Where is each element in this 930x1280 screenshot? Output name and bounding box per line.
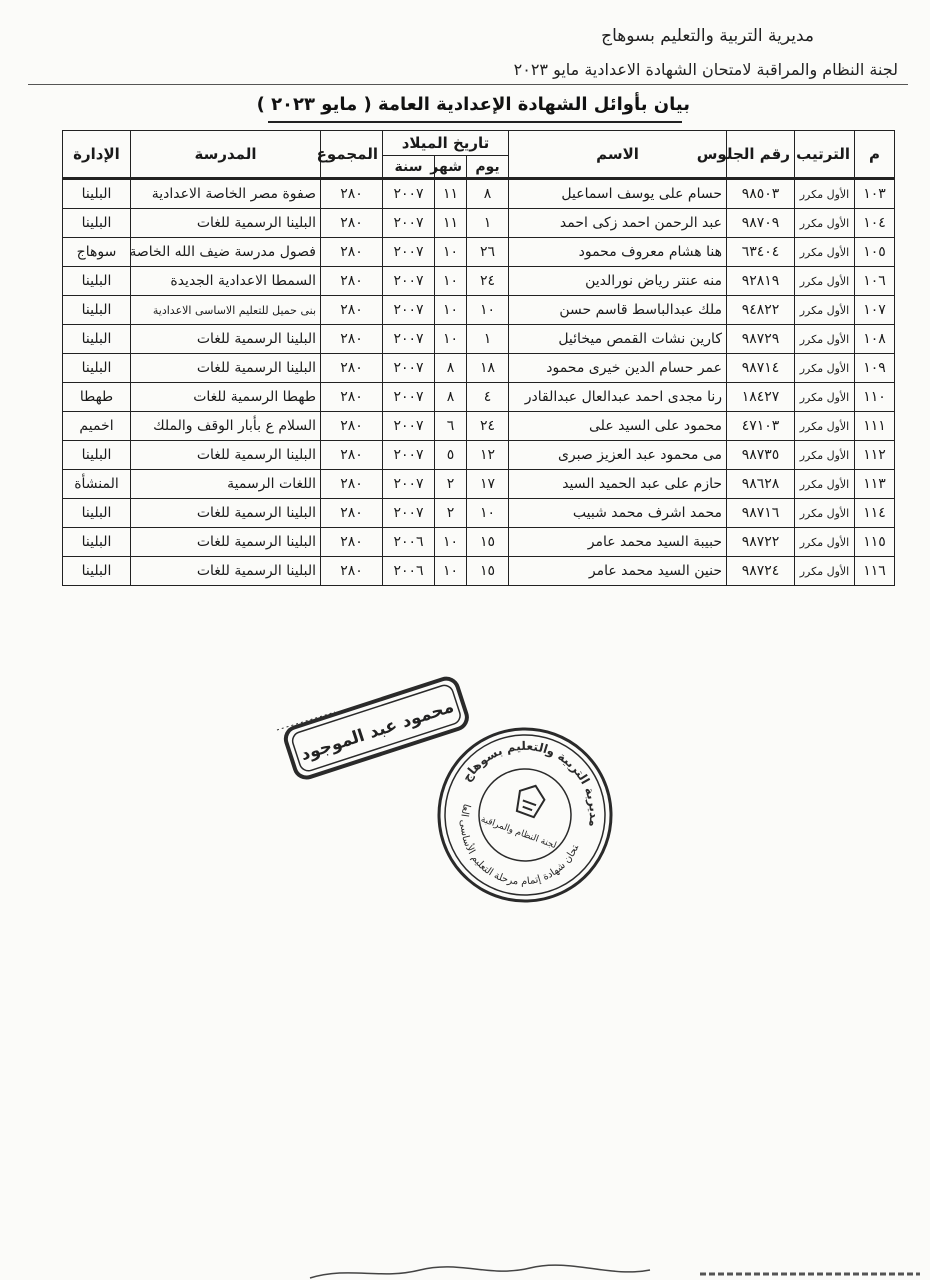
official-seal	[434, 724, 616, 906]
cell-year: ٢٠٠٧	[383, 470, 435, 499]
cell-rank: الأول مكرر	[795, 354, 855, 383]
cell-num: ١٠٩	[855, 354, 895, 383]
cell-name: منه عنتر رياض نورالدين	[509, 267, 727, 296]
col-birthdate-header: تاريخ الميلاد	[383, 131, 509, 156]
cell-month: ١٠	[435, 557, 467, 586]
table-row	[63, 209, 895, 238]
cell-name: عمر حسام الدين خيرى محمود	[509, 354, 727, 383]
cell-num: ١١٣	[855, 470, 895, 499]
col-rank-header: الترتيب	[795, 131, 855, 179]
table-row	[63, 528, 895, 557]
cell-school: السمطا الاعدادية الجديدة	[131, 267, 321, 296]
cell-rank: الأول مكرر	[795, 499, 855, 528]
cell-school: طهطا الرسمية للغات	[131, 383, 321, 412]
cell-rank: الأول مكرر	[795, 296, 855, 325]
cell-school: بنى حميل للتعليم الاساسى الاعدادية	[131, 296, 321, 325]
cell-day: ٢٤	[467, 412, 509, 441]
cell-num: ١١٦	[855, 557, 895, 586]
cell-day: ١٠	[467, 499, 509, 528]
cell-seat: ٩٨٧٢٩	[727, 325, 795, 354]
cell-name: رنا مجدى احمد عبدالعال عبدالقادر	[509, 383, 727, 412]
cell-year: ٢٠٠٦	[383, 528, 435, 557]
cell-total: ٢٨٠	[321, 557, 383, 586]
cell-admin: اخميم	[63, 412, 131, 441]
cell-school: البلينا الرسمية للغات	[131, 557, 321, 586]
table-row	[63, 441, 895, 470]
cell-month: ١٠	[435, 528, 467, 557]
table-row	[63, 325, 895, 354]
col-admin-header: الإدارة	[63, 131, 131, 179]
cell-year: ٢٠٠٦	[383, 557, 435, 586]
cell-name: كارين نشات القمص ميخائيل	[509, 325, 727, 354]
cell-name: حسام على يوسف اسماعيل	[509, 179, 727, 209]
table-row	[63, 412, 895, 441]
seal-outer-text: مديرية التربية والتعليم بسوهاج	[459, 738, 602, 828]
cell-year: ٢٠٠٧	[383, 499, 435, 528]
cell-total: ٢٨٠	[321, 499, 383, 528]
bottom-handwriting	[290, 1264, 930, 1280]
cell-num: ١٠٥	[855, 238, 895, 267]
col-num-header: م	[855, 131, 895, 179]
cell-rank: الأول مكرر	[795, 383, 855, 412]
cell-seat: ٩٨٧٢٢	[727, 528, 795, 557]
cell-total: ٢٨٠	[321, 354, 383, 383]
table-row	[63, 557, 895, 586]
directorate-line: مديرية التربية والتعليم بسوهاج	[601, 26, 814, 46]
col-total-header: المجموع	[321, 131, 383, 179]
table-row	[63, 296, 895, 325]
cell-admin: البلينا	[63, 441, 131, 470]
col-year-header: سنة	[383, 156, 435, 179]
cell-total: ٢٨٠	[321, 441, 383, 470]
cell-name: حبيبة السيد محمد عامر	[509, 528, 727, 557]
cell-admin: البلينا	[63, 209, 131, 238]
document-title: بيان بأوائل الشهادة الإعدادية العامة ( مايو ٢٠٢٣ )	[256, 94, 690, 115]
cell-seat: ٩٨٦٢٨	[727, 470, 795, 499]
cell-year: ٢٠٠٧	[383, 209, 435, 238]
cell-school: اللغات الرسمية	[131, 470, 321, 499]
cell-num: ١٠٨	[855, 325, 895, 354]
cell-num: ١١١	[855, 412, 895, 441]
top-students-table	[62, 130, 895, 586]
cell-day: ١٥	[467, 528, 509, 557]
cell-admin: البلينا	[63, 325, 131, 354]
table-row	[63, 470, 895, 499]
table-row	[63, 179, 895, 209]
cell-day: ١	[467, 325, 509, 354]
cell-day: ١	[467, 209, 509, 238]
cell-month: ١٠	[435, 325, 467, 354]
cell-year: ٢٠٠٧	[383, 441, 435, 470]
cell-month: ٨	[435, 354, 467, 383]
cell-year: ٢٠٠٧	[383, 267, 435, 296]
cell-name: محمد اشرف محمد شبيب	[509, 499, 727, 528]
cell-seat: ٩٨٧١٤	[727, 354, 795, 383]
cell-month: ٢	[435, 499, 467, 528]
col-day-header: يوم	[467, 156, 509, 179]
cell-num: ١١٤	[855, 499, 895, 528]
cell-admin: البلينا	[63, 499, 131, 528]
cell-total: ٢٨٠	[321, 325, 383, 354]
cell-month: ٨	[435, 383, 467, 412]
cell-seat: ١٨٤٢٧	[727, 383, 795, 412]
cell-total: ٢٨٠	[321, 412, 383, 441]
cell-month: ٥	[435, 441, 467, 470]
cell-total: ٢٨٠	[321, 296, 383, 325]
cell-school: السلام ع بأبار الوقف والملك	[131, 412, 321, 441]
header-row	[63, 131, 895, 156]
cell-seat: ٩٨٧٢٤	[727, 557, 795, 586]
seal-bottom-text: امتحان شهادة إتمام مرحلة التعليم الأساسى العام	[457, 802, 582, 888]
cell-admin: سوهاج	[63, 238, 131, 267]
cell-day: ٢٤	[467, 267, 509, 296]
cell-school: فصول مدرسة ضيف الله الخاصة	[131, 238, 321, 267]
cell-name: مى محمود عبد العزيز صبرى	[509, 441, 727, 470]
cell-admin: البلينا	[63, 179, 131, 209]
cell-total: ٢٨٠	[321, 383, 383, 412]
cell-seat: ٩٨٧٣٥	[727, 441, 795, 470]
title-underline	[268, 121, 682, 123]
cell-num: ١١٠	[855, 383, 895, 412]
cell-seat: ٩٢٨١٩	[727, 267, 795, 296]
cell-name: محمود على السيد على	[509, 412, 727, 441]
cell-total: ٢٨٠	[321, 238, 383, 267]
cell-admin: المنشأة	[63, 470, 131, 499]
cell-name: عبد الرحمن احمد زكى احمد	[509, 209, 727, 238]
cell-rank: الأول مكرر	[795, 470, 855, 499]
cell-seat: ٩٨٧٠٩	[727, 209, 795, 238]
col-school-header: المدرسة	[131, 131, 321, 179]
committee-line: لجنة النظام والمراقبة لامتحان الشهادة الاعدادية مايو ٢٠٢٣	[513, 60, 898, 79]
col-name-header: الاسم	[509, 131, 727, 179]
cell-month: ١١	[435, 209, 467, 238]
cell-total: ٢٨٠	[321, 470, 383, 499]
cell-rank: الأول مكرر	[795, 238, 855, 267]
cell-num: ١٠٦	[855, 267, 895, 296]
cell-year: ٢٠٠٧	[383, 296, 435, 325]
cell-day: ٤	[467, 383, 509, 412]
cell-day: ١٥	[467, 557, 509, 586]
cell-school: البلينا الرسمية للغات	[131, 528, 321, 557]
cell-rank: الأول مكرر	[795, 412, 855, 441]
cell-year: ٢٠٠٧	[383, 325, 435, 354]
cell-admin: البلينا	[63, 296, 131, 325]
cell-year: ٢٠٠٧	[383, 383, 435, 412]
cell-num: ١٠٣	[855, 179, 895, 209]
cell-rank: الأول مكرر	[795, 325, 855, 354]
cell-seat: ٩٨٥٠٣	[727, 179, 795, 209]
cell-day: ٢٦	[467, 238, 509, 267]
table-row	[63, 383, 895, 412]
cell-rank: الأول مكرر	[795, 557, 855, 586]
cell-school: البلينا الرسمية للغات	[131, 354, 321, 383]
cell-rank: الأول مكرر	[795, 267, 855, 296]
cell-admin: البلينا	[63, 354, 131, 383]
cell-num: ١١٥	[855, 528, 895, 557]
cell-seat: ٦٣٤٠٤	[727, 238, 795, 267]
cell-name: هنا هشام معروف محمود	[509, 238, 727, 267]
cell-year: ٢٠٠٧	[383, 179, 435, 209]
cell-num: ١١٢	[855, 441, 895, 470]
cell-day: ١٨	[467, 354, 509, 383]
cell-year: ٢٠٠٧	[383, 412, 435, 441]
cell-month: ٦	[435, 412, 467, 441]
cell-school: البلينا الرسمية للغات	[131, 441, 321, 470]
cell-month: ١٠	[435, 267, 467, 296]
cell-name: حنين السيد محمد عامر	[509, 557, 727, 586]
cell-rank: الأول مكرر	[795, 528, 855, 557]
cell-admin: البلينا	[63, 267, 131, 296]
table-row	[63, 354, 895, 383]
cell-name: ملك عبدالباسط قاسم حسن	[509, 296, 727, 325]
cell-total: ٢٨٠	[321, 209, 383, 238]
cell-num: ١٠٧	[855, 296, 895, 325]
cell-month: ١١	[435, 179, 467, 209]
cell-school: البلينا الرسمية للغات	[131, 499, 321, 528]
cell-month: ١٠	[435, 296, 467, 325]
cell-total: ٢٨٠	[321, 267, 383, 296]
cell-name: حازم على عبد الحميد السيد	[509, 470, 727, 499]
table-row	[63, 238, 895, 267]
cell-school: صفوة مصر الخاصة الاعدادية	[131, 179, 321, 209]
cell-rank: الأول مكرر	[795, 441, 855, 470]
cell-seat: ٩٤٨٢٢	[727, 296, 795, 325]
table-body	[63, 179, 895, 586]
cell-admin: طهطا	[63, 383, 131, 412]
cell-seat: ٤٧١٠٣	[727, 412, 795, 441]
cell-day: ٨	[467, 179, 509, 209]
eagle-emblem-icon	[513, 781, 548, 818]
cell-school: البلينا الرسمية للغات	[131, 325, 321, 354]
col-month-header: شهر	[435, 156, 467, 179]
table-row	[63, 267, 895, 296]
cell-rank: الأول مكرر	[795, 209, 855, 238]
cell-rank: الأول مكرر	[795, 179, 855, 209]
cell-seat: ٩٨٧١٦	[727, 499, 795, 528]
signature-text: محمود عبد الموجود	[298, 696, 457, 766]
cell-year: ٢٠٠٧	[383, 354, 435, 383]
cell-admin: البلينا	[63, 557, 131, 586]
cell-day: ١٧	[467, 470, 509, 499]
cell-admin: البلينا	[63, 528, 131, 557]
header-underline	[28, 84, 908, 85]
cell-num: ١٠٤	[855, 209, 895, 238]
cell-total: ٢٨٠	[321, 528, 383, 557]
cell-day: ١٠	[467, 296, 509, 325]
cell-school: البلينا الرسمية للغات	[131, 209, 321, 238]
cell-month: ١٠	[435, 238, 467, 267]
cell-year: ٢٠٠٧	[383, 238, 435, 267]
col-seat-header: رقم الجلوس	[727, 131, 795, 179]
cell-day: ١٢	[467, 441, 509, 470]
seal-inner-text: لجنة النظام والمراقبة	[479, 814, 558, 852]
cell-total: ٢٨٠	[321, 179, 383, 209]
cell-month: ٢	[435, 470, 467, 499]
table-row	[63, 499, 895, 528]
